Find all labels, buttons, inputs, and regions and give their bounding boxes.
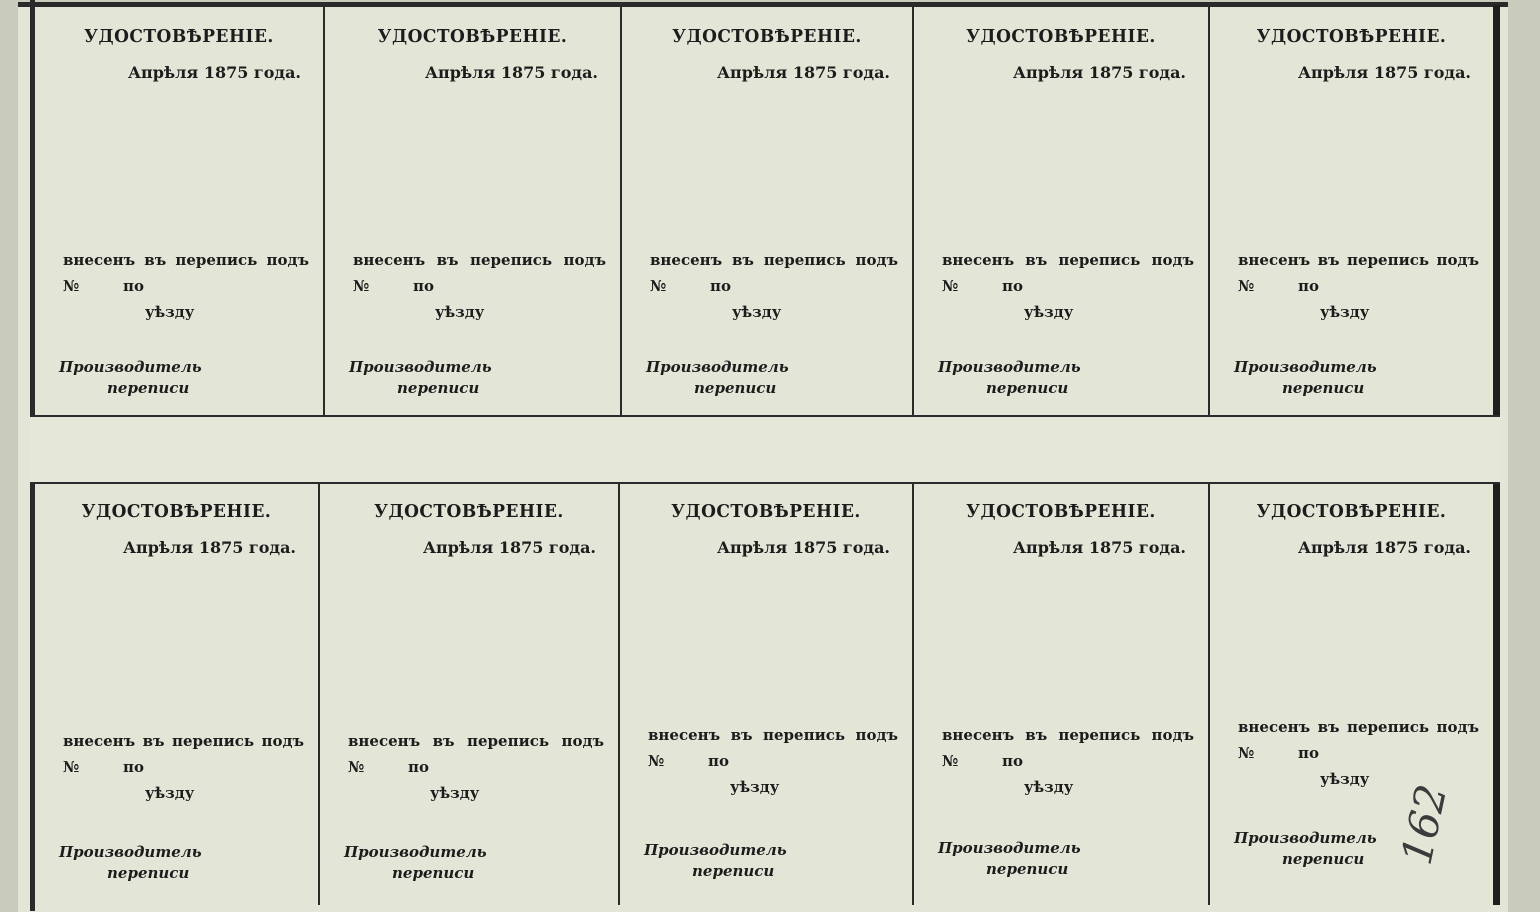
entry-line: внесенъ въ перепись подъ [942, 726, 1194, 744]
enumerator-signature [646, 357, 789, 399]
number-sign: № [650, 277, 667, 295]
signature-subtitle: переписи [397, 379, 480, 397]
certificate-card-top-1 [35, 7, 325, 415]
entry-line: внесенъ въ перепись подъ [648, 726, 898, 744]
signature-title: Производитель [644, 841, 787, 859]
entry-line: внесенъ въ перепись подъ [942, 251, 1194, 269]
entry-line: внесенъ въ перепись подъ [1238, 251, 1479, 269]
entry-line: внесенъ въ перепись подъ [63, 251, 309, 269]
census-entry [1238, 714, 1479, 792]
number-sign: № [63, 277, 80, 295]
entry-po: по [710, 277, 731, 295]
signature-subtitle: переписи [107, 379, 190, 397]
census-entry [942, 247, 1194, 325]
certificate-date: Апрѣля 1875 года. [1297, 63, 1471, 82]
certificate-date: Апрѣля 1875 года. [716, 538, 890, 557]
signature-title: Производитель [646, 358, 789, 376]
enumerator-signature [344, 842, 487, 884]
certificate-title: УДОСТОВѢРЕНІЕ. [374, 501, 564, 523]
entry-po: по [123, 758, 144, 776]
signature-title: Производитель [1234, 358, 1377, 376]
census-entry [942, 722, 1194, 800]
entry-po: по [123, 277, 144, 295]
number-sign: № [353, 277, 370, 295]
signature-title: Производитель [344, 843, 487, 861]
enumerator-signature [59, 357, 202, 399]
certificate-date: Апрѣля 1875 года. [1297, 538, 1471, 557]
certificate-date: Апрѣля 1875 года. [122, 538, 296, 557]
entry-uezd: уѣзду [430, 784, 480, 802]
certificate-card-top-4 [914, 7, 1210, 415]
certificate-title: УДОСТОВѢРЕНІЕ. [671, 501, 861, 523]
signature-subtitle: переписи [986, 379, 1069, 397]
entry-line: внесенъ въ перепись подъ [63, 732, 304, 750]
certificate-card-top-3 [622, 7, 914, 415]
cutting-strip [30, 415, 1500, 484]
certificate-card-bottom-4 [914, 482, 1210, 905]
entry-po: по [1298, 277, 1319, 295]
certificate-date: Апрѣля 1875 года. [716, 63, 890, 82]
entry-uezd: уѣзду [435, 303, 485, 321]
enumerator-signature [644, 840, 787, 882]
entry-line: внесенъ въ перепись подъ [348, 732, 604, 750]
signature-subtitle: переписи [986, 860, 1069, 878]
census-entry [650, 247, 898, 325]
entry-uezd: уѣзду [1024, 778, 1074, 796]
census-entry [648, 722, 898, 800]
signature-title: Производитель [59, 358, 202, 376]
certificate-card-bottom-2 [320, 482, 620, 905]
enumerator-signature [938, 838, 1081, 880]
entry-line: внесенъ въ перепись подъ [353, 251, 606, 269]
entry-uezd: уѣзду [730, 778, 780, 796]
number-sign: № [942, 752, 959, 770]
entry-po: по [413, 277, 434, 295]
certificate-title: УДОСТОВѢРЕНІЕ. [672, 26, 862, 48]
certificate-title: УДОСТОВѢРЕНІЕ. [966, 26, 1156, 48]
enumerator-signature [349, 357, 492, 399]
census-entry [63, 247, 309, 325]
signature-subtitle: переписи [694, 379, 777, 397]
entry-uezd: уѣзду [1320, 770, 1370, 788]
census-entry [63, 728, 304, 806]
certificate-title: УДОСТОВѢРЕНІЕ. [81, 501, 272, 523]
signature-subtitle: переписи [107, 864, 190, 882]
entry-uezd: уѣзду [145, 784, 195, 802]
signature-title: Производитель [349, 358, 492, 376]
number-sign: № [348, 758, 365, 776]
signature-subtitle: переписи [692, 862, 775, 880]
certificate-title: УДОСТОВѢРЕНІЕ. [1256, 26, 1447, 48]
certificate-date: Апрѣля 1875 года. [424, 63, 598, 82]
entry-uezd: уѣзду [732, 303, 782, 321]
census-entry [348, 728, 604, 806]
signature-title: Производитель [59, 843, 202, 861]
entry-po: по [708, 752, 729, 770]
certificate-date: Апрѣля 1875 года. [422, 538, 596, 557]
entry-po: по [1002, 277, 1023, 295]
enumerator-signature [938, 357, 1081, 399]
entry-po: по [1002, 752, 1023, 770]
certificate-date: Апрѣля 1875 года. [1012, 63, 1186, 82]
signature-subtitle: переписи [1282, 379, 1365, 397]
certificate-card-bottom-1 [35, 482, 320, 905]
number-sign: № [1238, 744, 1255, 762]
certificate-date: Апрѣля 1875 года. [1012, 538, 1186, 557]
number-sign: № [63, 758, 80, 776]
number-sign: № [942, 277, 959, 295]
certificate-title: УДОСТОВѢРЕНІЕ. [377, 26, 568, 48]
census-entry [353, 247, 606, 325]
certificate-title: УДОСТОВѢРЕНІЕ. [966, 501, 1156, 523]
entry-uezd: уѣзду [145, 303, 195, 321]
certificate-card-bottom-5 [1210, 482, 1493, 905]
certificate-card-bottom-3 [620, 482, 914, 905]
signature-subtitle: переписи [392, 864, 475, 882]
signature-title: Производитель [938, 839, 1081, 857]
enumerator-signature [59, 842, 202, 884]
enumerator-signature [1234, 828, 1377, 870]
handwritten-page-number: 162 [1391, 780, 1457, 869]
certificate-title: УДОСТОВѢРЕНІЕ. [1256, 501, 1447, 523]
certificate-card-top-2 [325, 7, 622, 415]
number-sign: № [1238, 277, 1255, 295]
certificate-date: Апрѣля 1875 года. [127, 63, 301, 82]
certificate-card-top-5 [1210, 7, 1493, 415]
entry-uezd: уѣзду [1320, 303, 1370, 321]
census-entry [1238, 247, 1479, 325]
entry-uezd: уѣзду [1024, 303, 1074, 321]
number-sign: № [648, 752, 665, 770]
entry-po: по [408, 758, 429, 776]
certificate-title: УДОСТОВѢРЕНІЕ. [84, 26, 274, 48]
signature-subtitle: переписи [1282, 850, 1365, 868]
signature-title: Производитель [938, 358, 1081, 376]
entry-po: по [1298, 744, 1319, 762]
entry-line: внесенъ въ перепись подъ [1238, 718, 1479, 736]
signature-title: Производитель [1234, 829, 1377, 847]
entry-line: внесенъ въ перепись подъ [650, 251, 898, 269]
enumerator-signature [1234, 357, 1377, 399]
